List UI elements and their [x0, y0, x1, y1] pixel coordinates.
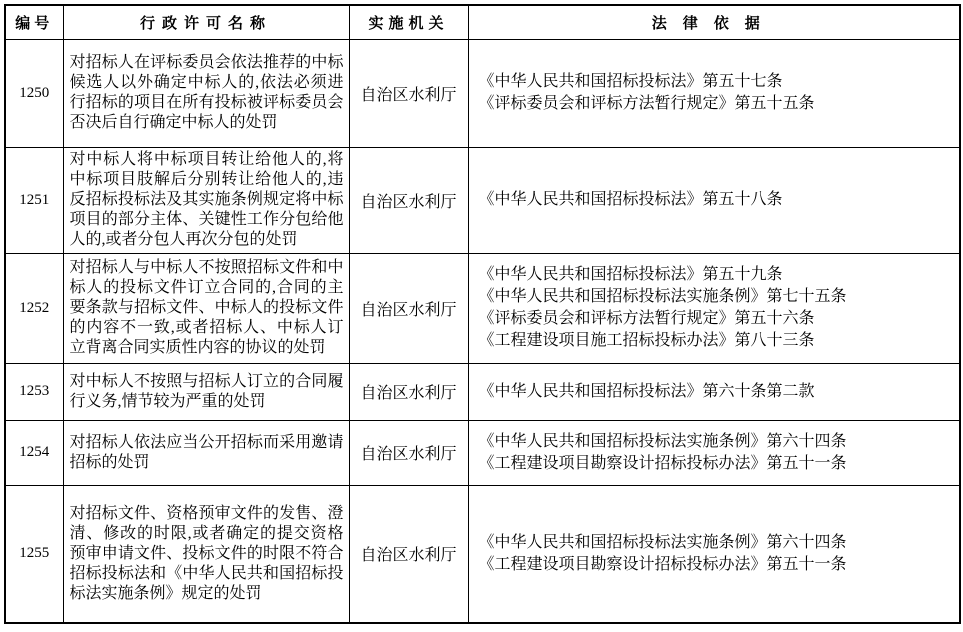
table-row [5, 39, 960, 147]
table-row [5, 420, 960, 485]
cell-permit-name: 对招标人依法应当公开招标而采用邀请招标的处罚 [63, 420, 349, 485]
cell-agency: 自治区水利厅 [349, 485, 468, 623]
legal-basis-line: 《中华人民共和国招标投标法实施条例》第六十四条 [478, 533, 847, 551]
cell-agency: 自治区水利厅 [349, 253, 468, 363]
cell-permit-id: 1255 [5, 485, 63, 623]
legal-basis-line: 《中华人民共和国招标投标法实施条例》第六十四条 [478, 432, 847, 450]
cell-legal-basis [468, 253, 960, 363]
legal-basis-line: 《中华人民共和国招标投标法》第五十七条 [478, 73, 783, 90]
legal-basis-line: 《中华人民共和国招标投标法》第五十八条 [478, 191, 783, 208]
legal-basis-line: 《中华人民共和国招标投标法》第五十九条 [478, 266, 783, 283]
table-body [5, 39, 960, 623]
cell-agency: 自治区水利厅 [349, 147, 468, 253]
column-header-name: 行政许可名称 [63, 5, 349, 39]
table-row [5, 253, 960, 363]
cell-permit-name: 对招标人在评标委员会依法推荐的中标候选人以外确定中标人的,依法必须进行招标的项目在所有投标被评标委员会否决后自行确定中标人的处罚 [63, 39, 349, 147]
table-row [5, 485, 960, 623]
cell-permit-id: 1254 [5, 420, 63, 485]
cell-permit-id: 1250 [5, 39, 63, 147]
cell-legal-basis [468, 363, 960, 420]
cell-legal-basis [468, 420, 960, 485]
permits-table [4, 4, 961, 624]
legal-basis-line: 《评标委员会和评标方法暂行规定》第五十五条 [478, 95, 815, 112]
cell-permit-name: 对招标文件、资格预审文件的发售、澄清、修改的时限,或者确定的提交资格预审申请文件、投标文件的时限不符合招标投标法和《中华人民共和国招标投标法实施条例》规定的处罚 [63, 485, 349, 623]
table-row [5, 363, 960, 420]
legal-basis-line: 《中华人民共和国招标投标法》第六十条第二款 [478, 382, 815, 400]
cell-legal-basis [468, 147, 960, 253]
cell-permit-id: 1251 [5, 147, 63, 253]
cell-legal-basis [468, 39, 960, 147]
cell-permit-id: 1253 [5, 363, 63, 420]
header-row [5, 5, 960, 39]
cell-permit-name: 对中标人不按照与招标人订立的合同履行义务,情节较为严重的处罚 [63, 363, 349, 420]
legal-basis-line: 《中华人民共和国招标投标法实施条例》第七十五条 [478, 288, 847, 305]
cell-legal-basis [468, 485, 960, 623]
cell-permit-name: 对中标人将中标项目转让给他人的,将中标项目肢解后分别转让给他人的,违反招标投标法及其实施条例规定将中标项目的部分主体、关键性工作分包给他人的,或者分包人再次分包的处罚 [63, 147, 349, 253]
column-header-agency: 实施机关 [349, 5, 468, 39]
cell-permit-id: 1252 [5, 253, 63, 363]
table-header [5, 5, 960, 39]
cell-agency: 自治区水利厅 [349, 363, 468, 420]
column-header-id: 编号 [5, 5, 63, 39]
legal-basis-line: 《评标委员会和评标方法暂行规定》第五十六条 [478, 310, 815, 327]
cell-agency: 自治区水利厅 [349, 420, 468, 485]
legal-basis-line: 《工程建设项目施工招标投标办法》第八十三条 [478, 332, 815, 349]
legal-basis-line: 《工程建设项目勘察设计招标投标办法》第五十一条 [478, 454, 847, 472]
cell-agency: 自治区水利厅 [349, 39, 468, 147]
table-row [5, 147, 960, 253]
legal-basis-line: 《工程建设项目勘察设计招标投标办法》第五十一条 [478, 555, 847, 573]
column-header-legal: 法律依据 [468, 5, 960, 39]
cell-permit-name: 对招标人与中标人不按照招标文件和中标人的投标文件订立合同的,合同的主要条款与招标文件、中标人的投标文件的内容不一致,或者招标人、中标人订立背离合同实质性内容的协议的处罚 [63, 253, 349, 363]
